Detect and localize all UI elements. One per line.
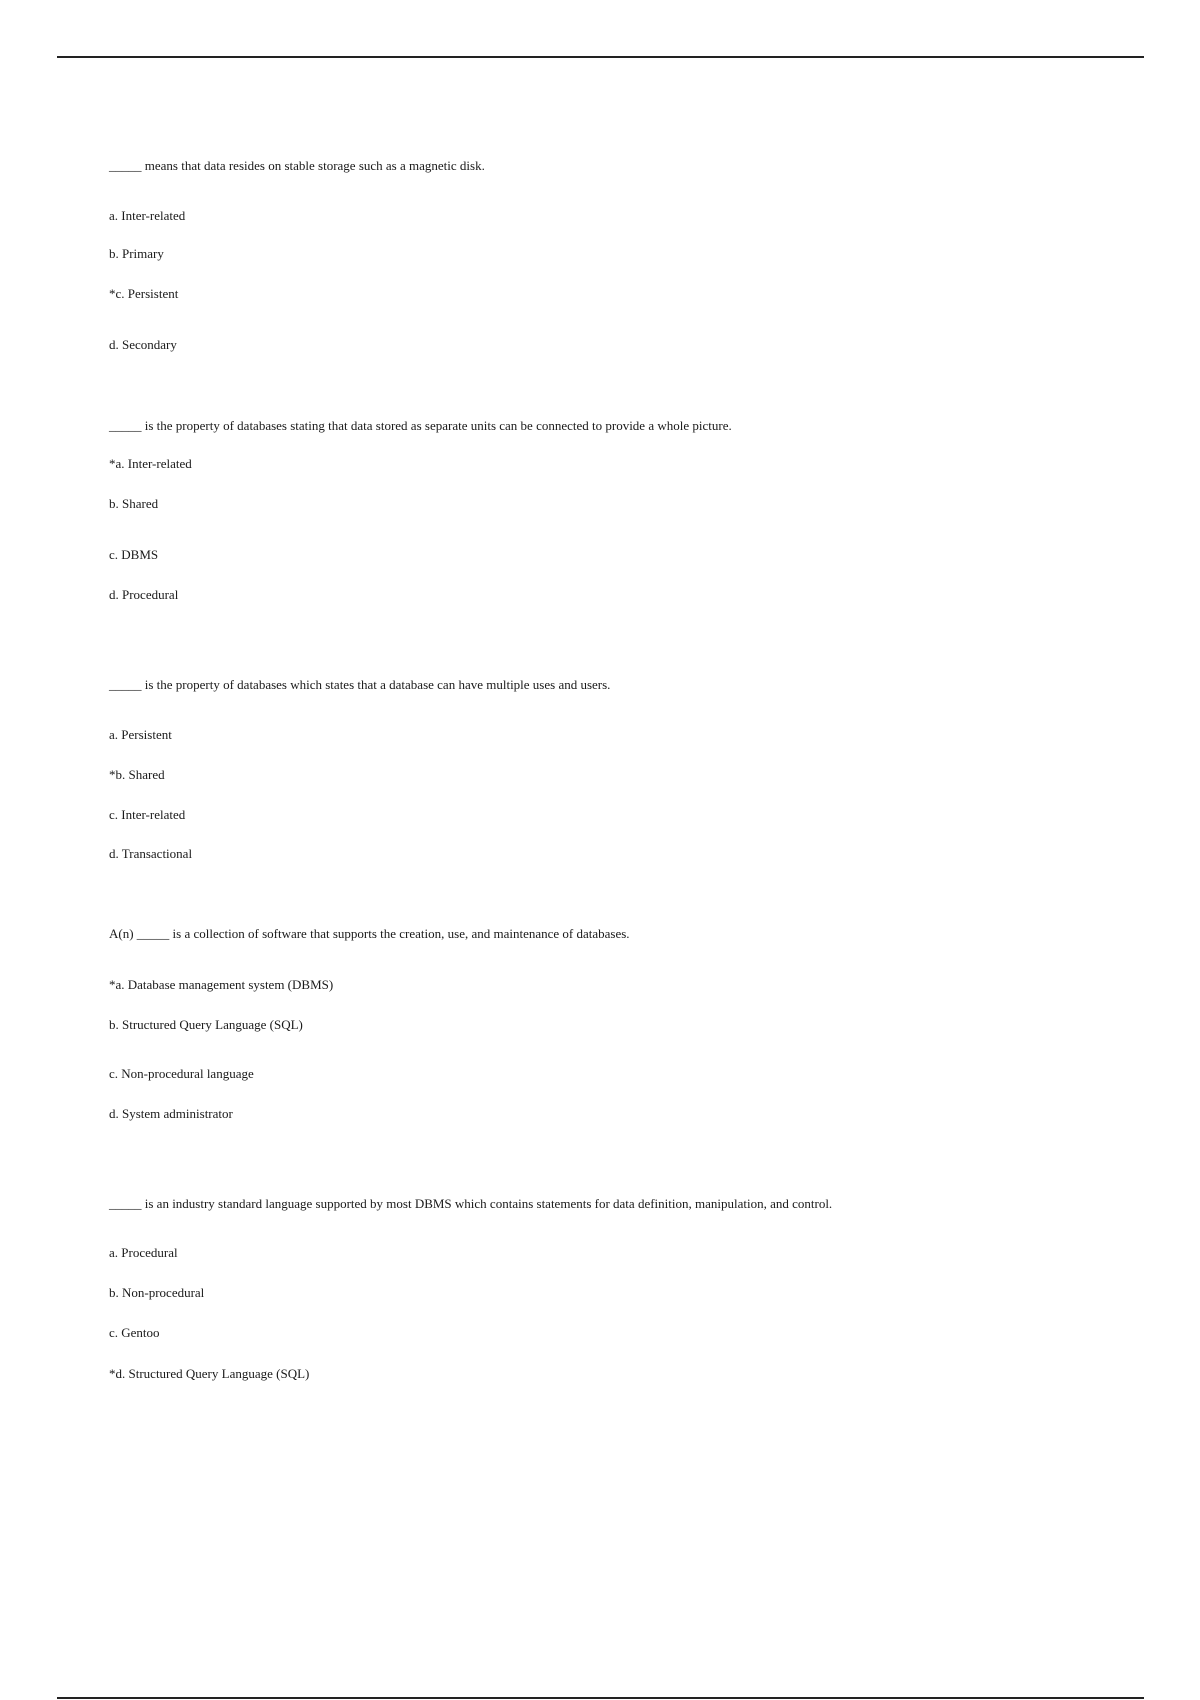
question-3-prompt: _____ is the property of databases which states that a database can have multiple uses and users. bbox=[109, 677, 611, 692]
question-2-option-d: d. Procedural bbox=[109, 587, 179, 602]
question-4-prompt: A(n) _____ is a collection of software that supports the creation, use, and maintenance of databases. bbox=[109, 926, 630, 941]
question-1-option-b: b. Primary bbox=[109, 246, 164, 261]
question-3-option-d: d. Transactional bbox=[109, 846, 193, 861]
question-3-option-b: *b. Shared bbox=[109, 767, 165, 782]
footer-rule bbox=[57, 1697, 1144, 1699]
question-2-option-a: *a. Inter-related bbox=[109, 456, 192, 471]
header-rule bbox=[57, 56, 1144, 58]
question-3-option-a: a. Persistent bbox=[109, 727, 172, 742]
question-5-option-c: c. Gentoo bbox=[109, 1325, 160, 1340]
question-5-option-b: b. Non-procedural bbox=[109, 1285, 205, 1300]
question-4-option-b: b. Structured Query Language (SQL) bbox=[109, 1017, 303, 1032]
question-2-option-c: c. DBMS bbox=[109, 547, 159, 562]
question-5-option-d: *d. Structured Query Language (SQL) bbox=[109, 1366, 310, 1381]
question-1-option-c: *c. Persistent bbox=[109, 286, 179, 301]
question-5-option-a: a. Procedural bbox=[109, 1245, 178, 1260]
question-1-prompt: _____ means that data resides on stable storage such as a magnetic disk. bbox=[109, 158, 485, 173]
question-1-option-d: d. Secondary bbox=[109, 337, 177, 352]
question-4-option-a: *a. Database management system (DBMS) bbox=[109, 977, 334, 992]
question-1-option-a: a. Inter-related bbox=[109, 208, 186, 223]
question-3-option-c: c. Inter-related bbox=[109, 807, 186, 822]
question-2-option-b: b. Shared bbox=[109, 496, 159, 511]
question-2-prompt: _____ is the property of databases stating that data stored as separate units can be connected to provide a whole picture. bbox=[109, 418, 732, 433]
question-4-option-d: d. System administrator bbox=[109, 1106, 233, 1121]
question-5-prompt: _____ is an industry standard language supported by most DBMS which contains statements for data definition, manipulation, and control. bbox=[109, 1196, 833, 1211]
question-4-option-c: c. Non-procedural language bbox=[109, 1066, 254, 1081]
